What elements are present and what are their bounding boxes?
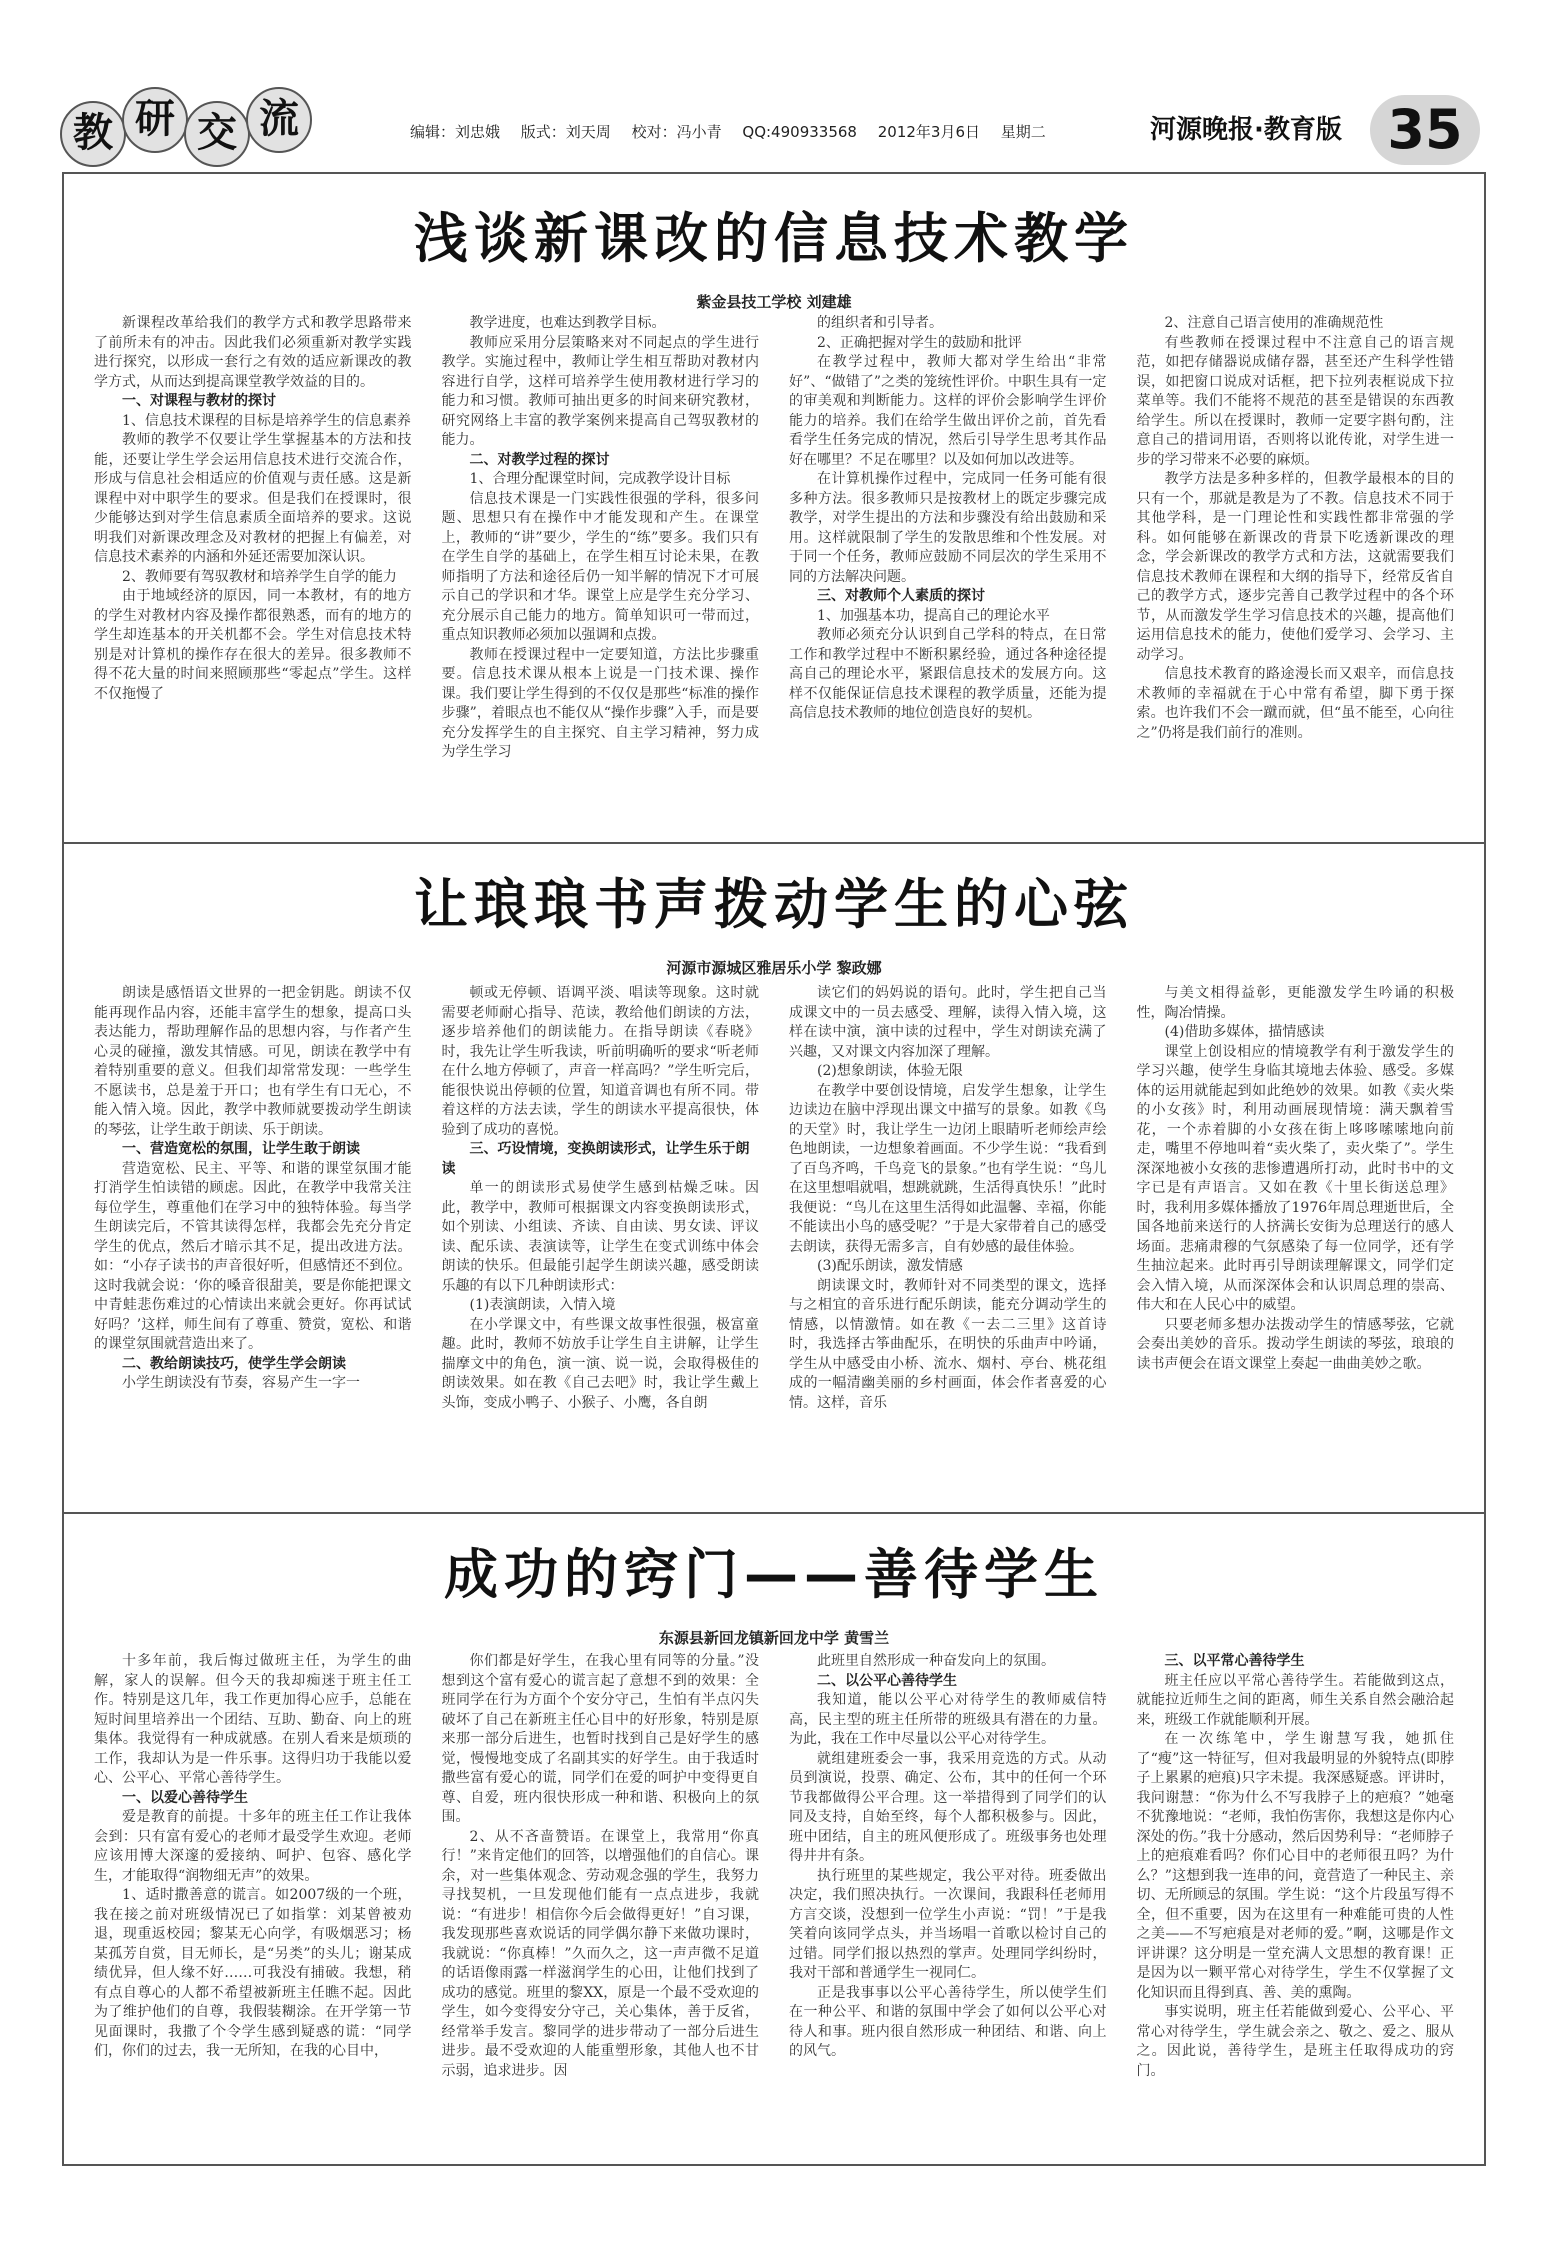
paragraph: 读它们的妈妈说的语句。此时，学生把自己当成课文中的一员去感受、理解，读得入情入境，这样在读中演，演中读的过程中，学生对朗读充满了兴趣，又对课文内容加深了理解。 [789, 985, 1107, 1060]
section-char: 教 [60, 101, 126, 167]
paragraph: 朗读课文时，教师针对不同类型的课文，选择与之相宜的音乐进行配乐朗读，能充分调动学生的情感，以情激情。如在教《一去二三里》这首诗时，我选择古筝曲配乐，在明快的乐曲声中吟诵，学生从中感受由小桥、流水、烟村、亭台、桃花组成的一幅清幽美丽的乡村画面，体会作者喜爱的心情。这样，音乐 [789, 1277, 1107, 1411]
section-heading: 三、对教师个人素质的探讨 [817, 588, 985, 604]
article-title: 浅谈新课改的信息技术教学 [414, 207, 1134, 270]
paragraph: 正是我事事以公平心善待学生，所以使学生们在一种公平、和谐的氛围中学会了如何以公平心对待人和事。班内很自然形成一种团结、和谐、向上的风气。 [789, 1984, 1107, 2059]
paragraph: (3)配乐朗读，激发情感 [817, 1258, 963, 1274]
paragraph: 1、适时撒善意的谎言。如2007级的一个班，我在接之前对班级情况已了如指掌：刘某曾被劝退，现重返校园；黎某无心向学，有吸烟恶习；杨某孤芳自赏，目无师长，是“另类”的头儿；谢某成绩优异，但人缘不好……可我没有捕破。我想，稍有点自尊心的人都不希望被新班主任瞧不起。因此为了维护他们的自尊，我假装糊涂。在开学第一节见面课时，我撒了个令学生感到疑惑的谎：“同学们，你们的过去，我一无所知，在我的心目中， [94, 1887, 412, 2059]
article-divider [64, 1512, 1484, 1514]
article-body [94, 314, 1454, 814]
paragraph: 我知道，能以公平心对待学生的教师威信特高，民主型的班主任所带的班级具有潜在的力量。为此，我在工作中尽量以公平心对待学生。 [789, 1692, 1107, 1747]
article-2 [64, 862, 1484, 1502]
article-1 [64, 196, 1484, 836]
paragraph: 你们都是好学生，在我心里有同等的分量。”没想到这个富有爱心的谎言起了意想不到的效果：全班同学在行为方面个个安分守己，生怕有半点闪失破坏了自己在新班主任心目中的好形象，特别是原来那一部分后进生，也暂时找到自己是好学生的感觉，慢慢地变成了名副其实的好学生。由于我适时撒些富有爱心的谎，同学们在爱的呵护中变得更自尊、自爱，班内很快形成一种和谐、积极向上的氛围。 [441, 1653, 759, 1825]
text-column [789, 984, 1107, 1494]
paragraph: 爱是教育的前提。十多年的班主任工作让我体会到：只有富有爱心的老师才最受学生欢迎。老师应该用博大深邃的爱接纳、呵护、包容、感化学生，才能取得“润物细无声”的效果。 [94, 1809, 412, 1884]
issue-weekday: 星期二 [1000, 123, 1046, 141]
paragraph: 在教学过程中，教师大都对学生给出“非常好”、“做错了”之类的笼统性评价。中职生具有一定的审美观和判断能力。这样的评价会影响学生评价能力的培养。我们在给学生做出评价之前，首先看看学生任务完成的情况，然后引导学生思考其作品好在哪里？不足在哪里？以及如何加以改进等。 [789, 354, 1107, 468]
paragraph: 在小学课文中，有些课文故事性很强，极富童趣。此时，教师不妨放手让学生自主讲解，让学生揣摩文中的角色，演一演、说一说，会取得极佳的朗读效果。如在教《自己去吧》时，我让学生戴上头饰，变成小鸭子、小猴子、小鹰，各自朗 [441, 1316, 759, 1411]
issue-meta [410, 121, 1062, 142]
text-column [94, 1652, 412, 2142]
section-char: 流 [246, 87, 312, 153]
paragraph: 2、从不吝啬赞语。在课堂上，我常用“你真行！”来肯定他们的回答，以增强他们的自信心。课余，对一些集体观念、劳动观念强的学生，我努力寻找契机，一旦发现他们能有一点点进步，我就说：“有进步！相信你今后会做得更好！”自习课，我发现那些喜欢说话的同学偶尔静下来做功课时，我就说：“你真棒！”久而久之，这一声声微不足道的话语像雨露一样滋润学生的心田，让他们找到了成功的感觉。班里的黎XX，原是一个最不受欢迎的学生，如今变得安分守己，关心集体，善于反省，经常举手发言。黎同学的进步带动了一部分后进生进步。最不受欢迎的人能重塑形象，其他人也不甘示弱，追求进步。因 [441, 1828, 759, 2079]
section-heading: 三、巧设情境，变换朗读形式，让学生乐于朗读 [441, 1141, 750, 1177]
paragraph: 执行班里的某些规定，我公平对待。班委做出决定，我们照决执行。一次课间，我跟科任老师用方言交谈，没想到一位学生小声说：“罚！”于是我笑着向该同学点头，并当场唱一首歌以检讨自己的过错。同学们报以热烈的掌声。处理同学纠纷时，我对干部和普通学生一视同仁。 [789, 1867, 1107, 1981]
section-heading: 一、营造宽松的氛围，让学生敢于朗读 [122, 1141, 360, 1157]
paragraph: 信息技术教育的路途漫长而又艰辛，而信息技术教师的幸福就在于心中常有希望，脚下勇于探索。也许我们不会一蹴而就，但“虽不能至，心向往之”仍将是我们前行的准则。 [1136, 666, 1454, 741]
paragraph: 十多年前，我后悔过做班主任，为学生的曲解，家人的误解。但今天的我却痴迷于班主任工作。特别是这几年，我工作更加得心应手，总能在短时间里培养出一个团结、互助、勤奋、向上的班集体。我觉得有一种成就感。在别人看来是烦琐的工作，我却认为是一件乐事。这得归功于我能以爱心、公平心、平常心善待学生。 [94, 1653, 412, 1786]
paragraph: 教师必须充分认识到自己学科的特点，在日常工作和教学过程中不断积累经验，通过各种途径提高自己的理论水平，紧跟信息技术的发展方向。这样不仅能保证信息技术课程的教学质量，还能为提高信息技术教师的地位创造良好的契机。 [789, 627, 1107, 721]
paragraph: 教师在授课过程中一定要知道，方法比步骤重要。信息技术课从根本上说是一门技术课、操作课。我们要让学生得到的不仅仅是那些“标准的操作步骤”，着眼点也不能仅从“操作步骤”入手，而是要充分发挥学生的自主探究、自主学习精神，努力成为学生学习 [441, 646, 759, 760]
paragraph: 2、注意自己语言使用的准确规范性 [1164, 315, 1384, 331]
text-column [1137, 314, 1455, 814]
layout-credit: 版式：刘天周 [520, 123, 611, 141]
paragraph: 在一次练笔中，学生谢慧写我，她抓住了“瘦”这一特征写，但对我最明显的外貌特点(即脖子上累累的疤痕)只字未提。我深感疑惑。评讲时，我问谢慧：“你为什么不写我脖子上的疤痕？”她毫不犹豫地说：“老师，我怕伤害你，我想这是你内心深处的伤。”我十分感动，然后因势利导：“老师脖子上的疤痕难看吗？你们心目中的老师很丑吗？为什么？”这想到我一连串的问，竟营造了一种民主、亲切、无所顾忌的氛围。学生说：“这个片段虽写得不全，但不重要，因为在这里有一种难能可贵的人性之美——不写疤痕是对老师的爱。”啊，这哪是作文评讲课？这分明是一堂充满人文思想的教育课！正是因为以一颗平常心对待学生，学生不仅掌握了文化知识而且得到真、善、美的熏陶。 [1136, 1731, 1454, 2001]
article-3 [64, 1532, 1484, 2152]
paragraph: 朗读是感悟语文世界的一把金钥匙。朗读不仅能再现作品内容，还能丰富学生的想象，提高口头表达能力，帮助理解作品的思想内容，与作者产生心灵的碰撞，激发其情感。可见，朗读在教学中有着特别重要的意义。但我们却常常发现：一些学生不愿读书，总是羞于开口；也有学生有口无心，不能入情入境。因此，教学中教师就要拨动学生朗读的琴弦，让学生敢于朗读、乐于朗读。 [94, 985, 412, 1138]
section-heading: 三、以平常心善待学生 [1164, 1653, 1305, 1669]
paragraph: 2、正确把握对学生的鼓励和批评 [817, 334, 1022, 351]
paragraph: 信息技术课是一门实践性很强的学科，很多问题、思想只有在操作中才能发现和产生。在课堂上，教师的“讲”要少，学生的“练”要多。我们只有在学生自学的基础上，在学生相互讨论未果，在教师指明了方法和途径后仍一知半解的情况下才可展示自己的学识和才华。课堂上应是学生充分学习、充分展示自己能力的地方。简单知识可一带而过，重点知识教师必须加以强调和点拨。 [441, 490, 759, 643]
paragraph: 营造宽松、民主、平等、和谐的课堂氛围才能打消学生怕读错的顾虑。因此，在教学中我常关注每位学生，尊重他们在学习中的独特体验。每当学生朗读完后，不管其读得怎样，我都会先充分肯定学生的优点，然后才暗示其不足，提出改进方法。如：“小存子读书的声音很好听，但感情还不到位。这时我就会说：‘你的嗓音很甜美，要是你能把课文中青蛙悲伤难过的心情读出来就会更好。你再试试好吗？’这样，师生间有了尊重、赞赏，宽松、和谐的课堂氛围就营造出来了。 [94, 1160, 412, 1352]
article-divider [64, 842, 1484, 844]
paragraph: 教师应采用分层策略来对不同起点的学生进行教学。实施过程中，教师让学生相互帮助对教材内容进行自学，这样可培养学生使用教材进行学习的能力和习惯。教师可抽出更多的时间来研究教材，研究网络上丰富的教学案例来提高自己驾驭教材的能力。 [441, 334, 759, 448]
section-heading: 一、以爱心善待学生 [122, 1789, 248, 1806]
text-column [789, 314, 1107, 814]
article-author: 河源市源城区雅居乐小学 黎政娜 [666, 959, 882, 977]
paragraph: 小学生朗读没有节奏，容易产生一字一 [122, 1375, 360, 1391]
paragraph: 1、合理分配课堂时间，完成教学设计目标 [469, 471, 731, 487]
paragraph: 的组织者和引导者。 [817, 315, 943, 331]
text-column [1137, 984, 1455, 1494]
paragraph: 就组建班委会一事，我采用竞选的方式。从动员到演说，投票、确定、公布，其中的任何一个环节我都做得公平合理。这一举措得到了同学们的认同及支持，自始至终，每个人都积极参与。因此，班中团结，自主的班风便形成了。班级事务也处理得井井有条。 [789, 1750, 1107, 1864]
paragraph: 由于地域经济的原因，同一本教材，有的地方的学生对教材内容及操作都很熟悉，而有的地方的学生却连基本的开关机都不会。学生对信息技术特别是对计算机的操作存在很大的差异。很多教师不得不花大量的时间来照顾那些“零起点”学生。这样不仅拖慢了 [94, 588, 412, 702]
section-heading: 二、教给朗读技巧，使学生学会朗读 [122, 1355, 346, 1372]
section-heading: 二、以公平心善待学生 [817, 1672, 957, 1689]
article-body [94, 984, 1454, 1494]
paragraph: 在计算机操作过程中，完成同一任务可能有很多种方法。很多教师只是按教材上的既定步骤完成教学，对学生提出的方法和步骤没有给出鼓励和采用。这样就限制了学生的发散思维和个性发展。对于同一个任务，教师应鼓励不同层次的学生采用不同的方法解决问题。 [789, 471, 1107, 585]
text-column [442, 1652, 760, 2142]
page-header [60, 95, 1480, 165]
section-char: 交 [184, 101, 250, 167]
section-heading: 二、对教学过程的探讨 [469, 451, 610, 468]
section-logo [60, 95, 330, 165]
article-author: 紫金县技工学校 刘建雄 [696, 293, 852, 311]
content-frame [62, 172, 1486, 2166]
paragraph: 教学方法是多种多样的，但教学最根本的目的只有一个，那就是教是为了不教。信息技术不同于其他学科，是一门理论性和实践性都非常强的学科。如何能够在新课改的背景下吃透新课改的理念，学会新课改的教学方式和方法，这就需要我们信息技术教师在课程和大纲的指导下，经常反省自己的教学方式，逐步完善自己教学过程中的各个环节，从而激发学生学习信息技术的兴趣，提高他们运用信息技术的能力，使他们爱学习、会学习、主动学习。 [1136, 471, 1454, 663]
section-heading: 一、对课程与教材的探讨 [122, 393, 276, 409]
paragraph: 新课程改革给我们的教学方式和教学思路带来了前所未有的冲击。因此我们必须重新对教学实践进行探究，以形成一套行之有效的适应新课改的教学方式，从而达到提高课堂教学效益的目的。 [94, 315, 412, 390]
paragraph: 与美文相得益彰，更能激发学生吟诵的积极性，陶冶情操。 [1136, 985, 1454, 1021]
text-column [789, 1652, 1107, 2142]
paragraph: 课堂上创设相应的情境教学有利于激发学生的学习兴趣，使学生身临其境地去体验、感受。多媒体的运用就能起到如此绝妙的效果。如教《卖火柴的小女孩》时，利用动画展现情境：满天飘着雪花，一个赤着脚的小女孩在街上哆哆嗦嗦地向前走，嘴里不停地叫着“卖火柴了，卖火柴了”。学生深深地被小女孩的悲惨遭遇所打动，此时书中的文字已是有声语言。又如在教《十里长街送总理》时，我利用多媒体播放了1976年周总理逝世后，全国各地前来送行的人挤满长安街为总理送行的感人场面。悲痛肃穆的气氛感染了每一位同学，还有学生抽泣起来。此时再引导朗读理解课文，同学们定会入情入境，从而深深体会和认识周总理的崇高、伟大和在人民心中的威望。 [1136, 1043, 1454, 1313]
paragraph: 班主任应以平常心善待学生。若能做到这点，就能拉近师生之间的距离，师生关系自然会融洽起来，班级工作就能顺利开展。 [1136, 1672, 1454, 1728]
proof-credit: 校对：冯小青 [631, 123, 722, 141]
paragraph: 教师的教学不仅要让学生掌握基本的方法和技能，还要让学生学会运用信息技术进行交流合作，形成与信息社会相适应的价值观与责任感。这是新课程中对中职学生的要求。但是我们在授课时，很少能够达到对学生信息素质全面培养的要求。这说明我们对新课改理念及对教材的把握上有偏差，对信息技术素养的内涵和外延还需要加深认识。 [94, 432, 412, 565]
paragraph: 2、教师要有驾驭教材和培养学生自学的能力 [122, 568, 397, 585]
paragraph: 1、加强基本功，提高自己的理论水平 [817, 607, 1050, 624]
paragraph: 教学进度，也难达到教学目标。 [469, 315, 666, 331]
paragraph: 顿或无停顿、语调平淡、唱读等现象。这时就需要老师耐心指导、范读，教给他们朗读的方法，逐步培养他们的朗读能力。在指导朗读《春晓》时，我先让学生听我读，听前明确听的要求“听老师在什么地方停顿了，声音一样高吗？”学生听完后，能很快说出停顿的位置，知道音调也有所不同。带着这样的方法去读，学生的朗读水平提高很快，体验到了成功的喜悦。 [441, 985, 759, 1138]
text-column [442, 314, 760, 814]
paper-name: 河源晚报·教育版 [1150, 115, 1342, 145]
paragraph: 只要老师多想办法拨动学生的情感琴弦，它就会奏出美妙的音乐。拨动学生朗读的琴弦，琅琅的读书声便会在语文课堂上奏起一曲曲美妙之歌。 [1136, 1316, 1454, 1372]
paragraph: 1、信息技术课程的目标是培养学生的信息素养 [122, 412, 411, 429]
paragraph: (4)借助多媒体，描情感读 [1164, 1024, 1325, 1040]
paragraph: 单一的朗读形式易使学生感到枯燥乏味。因此，教学中，教师可根据课文内容变换朗读形式，如个别读、小组读、齐读、自由读、男女读、评议读、配乐读、表演读等，让学生在变式训练中体会朗读的快乐。但最能引起学生朗读兴趣，感受朗读乐趣的有以下几种朗读形式： [441, 1180, 759, 1294]
article-author: 东源县新回龙镇新回龙中学 黄雪兰 [658, 1629, 890, 1647]
text-column [94, 314, 412, 814]
article-body [94, 1652, 1454, 2142]
issue-date: 2012年3月6日 [877, 123, 980, 141]
page-number: 35 [1370, 95, 1480, 165]
paragraph: 有些教师在授课过程中不注意自己的语言规范，如把存储器说成储存器，甚至还产生科学性错误，如把窗口说成对话框，把下拉列表框说成下拉菜单等。我们不能将不规范的甚至是错误的东西教给学生。所以在授课时，教师一定要字斟句酌，注意自己的措词用语，否则将以讹传讹，对学生进一步的学习带来不必要的麻烦。 [1136, 334, 1454, 468]
paragraph: 此班里自然形成一种奋发向上的氛围。 [817, 1653, 1055, 1669]
paragraph: (2)想象朗读，体验无限 [817, 1063, 963, 1079]
paragraph: 在教学中要创设情境，启发学生想象，让学生边读边在脑中浮现出课文中描写的景象。如教《鸟的天堂》时，我让学生一边闭上眼睛听老师绘声绘色地朗读，一边想象着画面。不少学生说：“我看到了百鸟齐鸣，千鸟竞飞的景象。”也有学生说：“鸟儿在这里想唱就唱，想跳就跳，生活得真快乐！”此时我便说：“鸟儿在这里生活得如此温馨、幸福，你能不能读出小鸟的感受呢？”于是大家带着自己的感受去朗读，获得无需多言，自有妙感的最佳体验。 [789, 1082, 1107, 1255]
qq-contact: QQ:490933568 [742, 123, 857, 141]
section-char: 研 [122, 87, 188, 153]
text-column [1137, 1652, 1455, 2142]
text-column [442, 984, 760, 1494]
paragraph: 事实说明，班主任若能做到爱心、公平心、平常心对待学生，学生就会亲之、敬之、爱之、服从之。因此说，善待学生，是班主任取得成功的窍门。 [1136, 2004, 1454, 2079]
text-column [94, 984, 412, 1494]
article-title: 成功的窍门——善待学生 [444, 1543, 1104, 1606]
article-title: 让琅琅书声拨动学生的心弦 [414, 873, 1134, 936]
paragraph: (1)表演朗读，入情入境 [469, 1297, 616, 1313]
editor-credit: 编辑：刘忠娥 [410, 123, 501, 141]
